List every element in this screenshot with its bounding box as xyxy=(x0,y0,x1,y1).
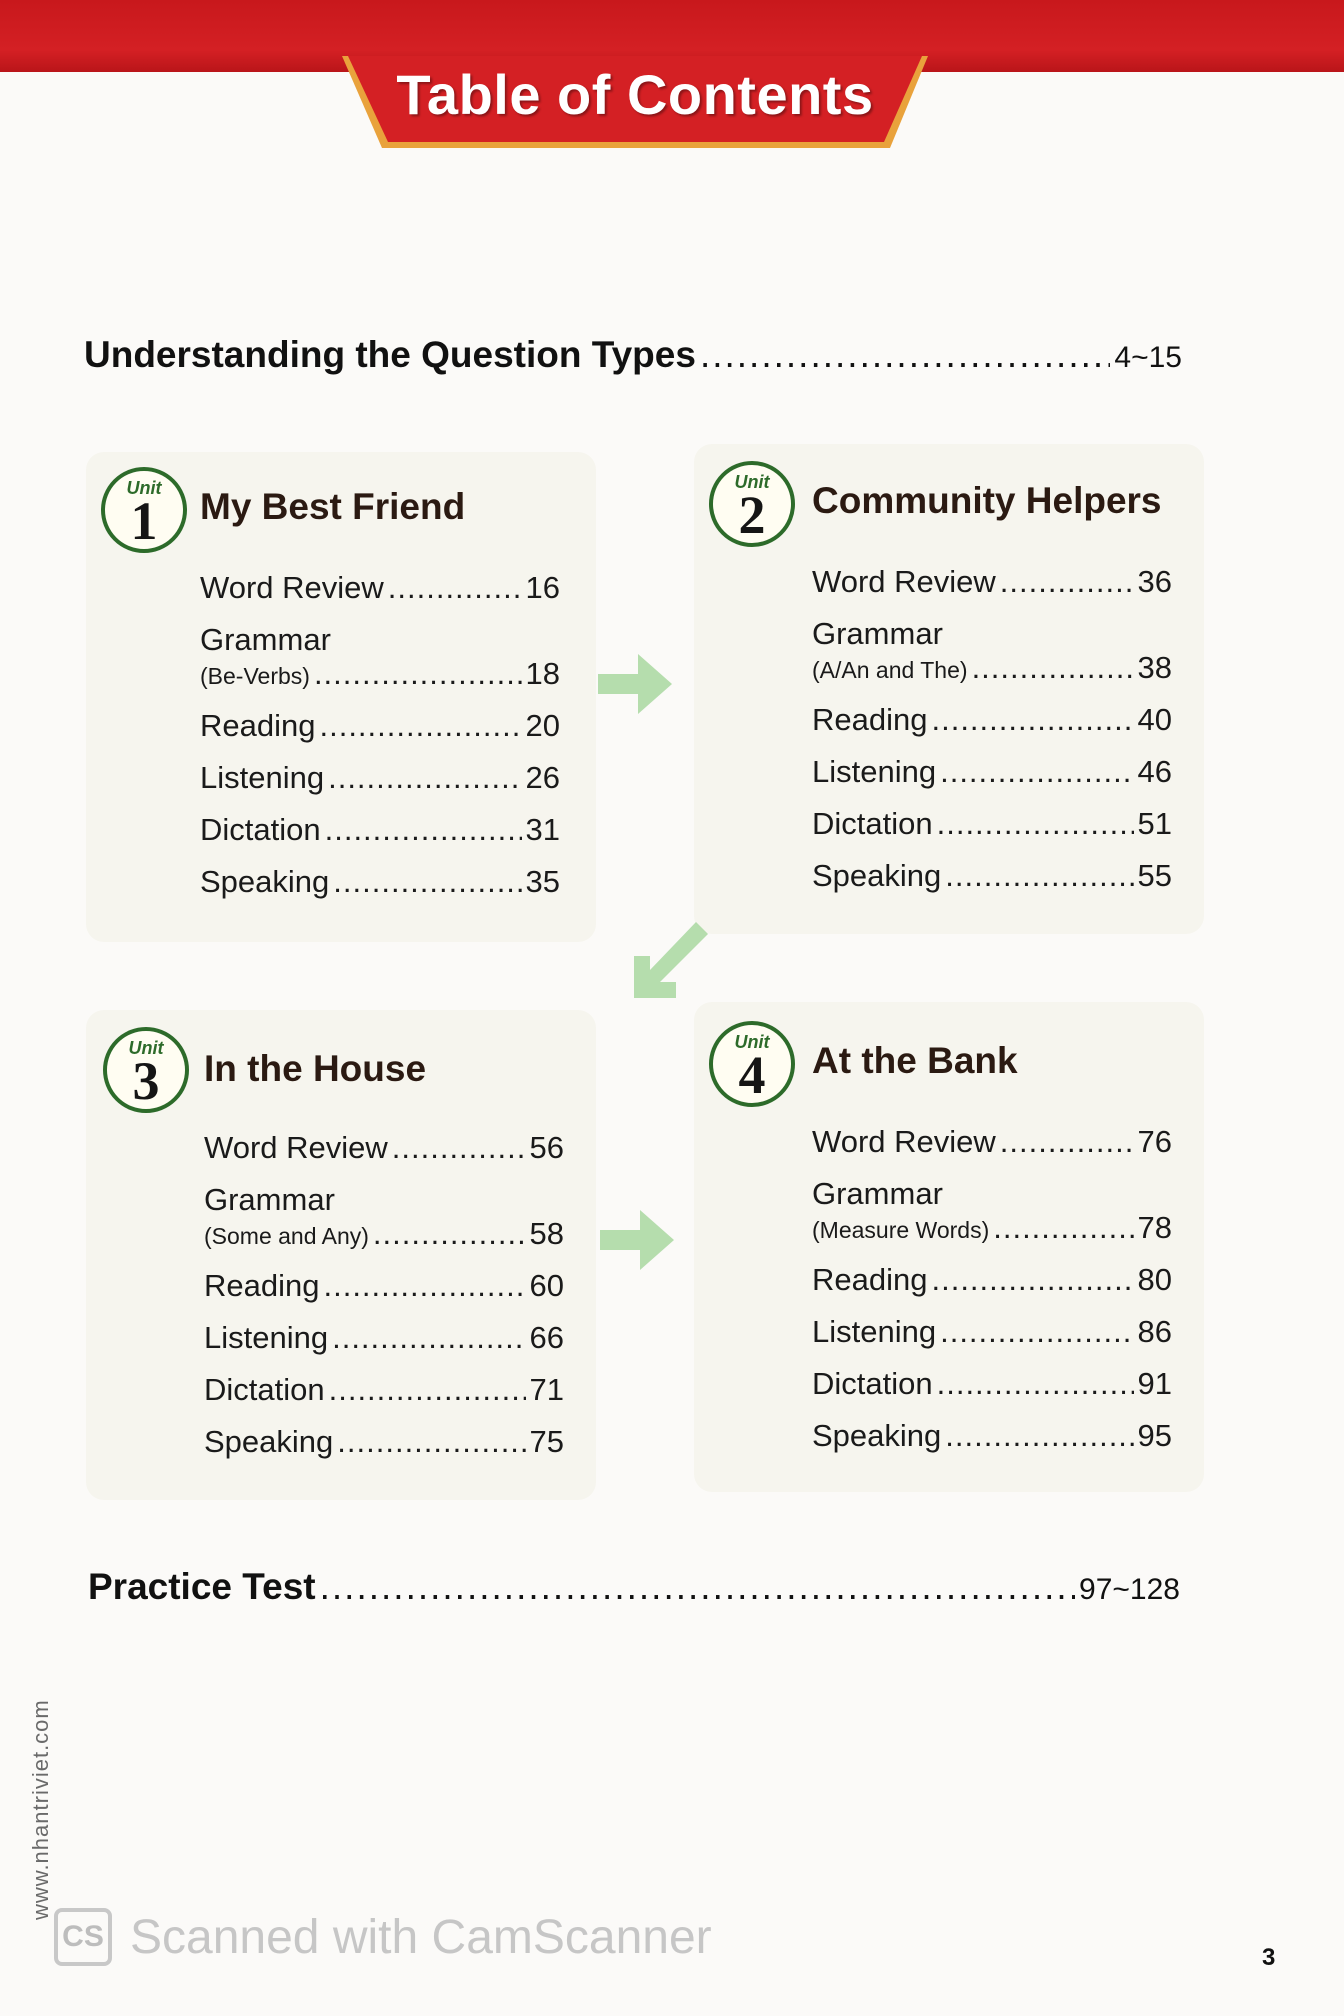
toc-entry-word-review[interactable] xyxy=(204,1130,564,1166)
entry-label: Word Review xyxy=(812,564,996,599)
side-watermark: www.nhantriviet.com xyxy=(28,1699,53,1920)
entry-page: 71 xyxy=(529,1372,564,1407)
leader-dots xyxy=(1000,1124,1134,1160)
entry-page: 56 xyxy=(529,1130,564,1165)
entry-label: Speaking xyxy=(812,1418,942,1453)
unit-title[interactable]: At the Bank xyxy=(812,1040,1018,1081)
unit-badge-icon xyxy=(102,1026,190,1114)
unit-badge-word: Unit xyxy=(734,1032,770,1052)
toc-entry-reading[interactable] xyxy=(812,702,1172,738)
toc-entry-dictation[interactable] xyxy=(812,1366,1172,1402)
leader-dots xyxy=(940,754,1133,790)
toc-entry-speaking[interactable] xyxy=(200,864,560,900)
toc-entry-reading[interactable] xyxy=(200,708,560,744)
entry-page: 40 xyxy=(1137,702,1172,737)
entry-label: Listening xyxy=(812,754,937,789)
toc-intro-label: Understanding the Question Types xyxy=(84,334,696,375)
unit-title[interactable]: Community Helpers xyxy=(812,480,1162,521)
toc-entry-word-review[interactable] xyxy=(812,564,1172,600)
entry-page: 46 xyxy=(1137,754,1172,789)
leader-dots xyxy=(320,1566,1075,1608)
entry-label: Listening xyxy=(204,1320,329,1355)
leader-dots xyxy=(325,812,522,848)
unit-badge-number: 2 xyxy=(738,485,766,545)
toc-entry-listening[interactable] xyxy=(204,1320,564,1356)
toc-intro-pages: 4~15 xyxy=(1114,341,1182,374)
camscanner-logo-icon: CS xyxy=(54,1908,112,1966)
leader-dots xyxy=(333,864,521,900)
leader-dots xyxy=(1000,564,1134,600)
entry-page: 16 xyxy=(525,570,560,605)
toc-entry-reading[interactable] xyxy=(204,1268,564,1304)
toc-entry-grammar-label: Grammar xyxy=(812,616,943,651)
leader-dots xyxy=(972,650,1134,686)
arrow-icon xyxy=(598,652,674,716)
toc-entry-grammar[interactable] xyxy=(812,1210,1172,1246)
entry-page: 76 xyxy=(1137,1124,1172,1159)
toc-entry-dictation[interactable] xyxy=(812,806,1172,842)
unit-badge-icon xyxy=(708,460,796,548)
unit-title[interactable]: My Best Friend xyxy=(200,486,466,527)
leader-dots xyxy=(931,702,1133,738)
entry-page: 86 xyxy=(1137,1314,1172,1349)
toc-entry-dictation[interactable] xyxy=(204,1372,564,1408)
leader-dots xyxy=(319,708,521,744)
unit-badge-number: 4 xyxy=(738,1045,766,1105)
toc-entry-word-review[interactable] xyxy=(200,570,560,606)
entry-page: 91 xyxy=(1137,1366,1172,1401)
entry-page: 20 xyxy=(525,708,560,743)
leader-dots xyxy=(337,1424,525,1460)
entry-page: 75 xyxy=(529,1424,564,1459)
arrow-icon xyxy=(630,920,710,1000)
entry-page: 58 xyxy=(529,1216,564,1251)
toc-practice-line[interactable] xyxy=(88,1566,1180,1608)
entry-page: 95 xyxy=(1137,1418,1172,1453)
leader-dots xyxy=(314,656,522,692)
unit-title[interactable]: In the House xyxy=(204,1048,427,1089)
unit-badge-icon xyxy=(100,466,188,554)
unit-badge-word: Unit xyxy=(128,1038,164,1058)
toc-entry-grammar[interactable] xyxy=(200,656,560,692)
leader-dots xyxy=(940,1314,1133,1350)
unit-badge-word: Unit xyxy=(734,472,770,492)
entry-label: Speaking xyxy=(812,858,942,893)
toc-entry-grammar[interactable] xyxy=(812,650,1172,686)
scanner-text: Scanned with CamScanner xyxy=(130,1910,712,1964)
title-tab xyxy=(342,56,928,150)
toc-entry-word-review[interactable] xyxy=(812,1124,1172,1160)
entry-label: Speaking xyxy=(204,1424,334,1459)
leader-dots xyxy=(993,1210,1133,1246)
entry-page: 36 xyxy=(1137,564,1172,599)
leader-dots xyxy=(392,1130,526,1166)
leader-dots xyxy=(931,1262,1133,1298)
leader-dots xyxy=(700,334,1110,376)
leader-dots xyxy=(388,570,522,606)
entry-page: 60 xyxy=(529,1268,564,1303)
toc-practice-pages: 97~128 xyxy=(1079,1573,1180,1606)
entry-label: Word Review xyxy=(812,1124,996,1159)
leader-dots xyxy=(323,1268,525,1304)
toc-practice-label: Practice Test xyxy=(88,1566,316,1607)
entry-page: 26 xyxy=(525,760,560,795)
unit-badge-number: 3 xyxy=(132,1051,160,1111)
leader-dots xyxy=(945,1418,1133,1454)
toc-intro-line[interactable] xyxy=(84,334,1182,376)
leader-dots xyxy=(332,1320,525,1356)
entry-sub-label: (Be-Verbs) xyxy=(200,663,310,689)
entry-label: Word Review xyxy=(204,1130,388,1165)
entry-page: 55 xyxy=(1137,858,1172,893)
page-number: 3 xyxy=(1262,1944,1276,1971)
entry-label: Reading xyxy=(204,1268,320,1303)
entry-label: Reading xyxy=(812,702,928,737)
arrow-icon xyxy=(600,1208,676,1272)
entry-label: Dictation xyxy=(200,812,321,847)
unit-badge-icon xyxy=(708,1020,796,1108)
entry-label: Dictation xyxy=(812,1366,933,1401)
page-title: Table of Contents xyxy=(396,63,874,126)
scanner-watermark xyxy=(54,1908,712,1966)
toc-entry-speaking[interactable] xyxy=(204,1424,564,1460)
entry-sub-label: (Some and Any) xyxy=(204,1223,369,1249)
entry-page: 80 xyxy=(1137,1262,1172,1297)
entry-sub-label: (A/An and The) xyxy=(812,657,968,683)
entry-label: Reading xyxy=(200,708,316,743)
entry-label: Listening xyxy=(200,760,325,795)
leader-dots xyxy=(329,1372,526,1408)
toc-entry-reading[interactable] xyxy=(812,1262,1172,1298)
toc-entry-grammar-label: Grammar xyxy=(204,1182,335,1217)
entry-sub-label: (Measure Words) xyxy=(812,1217,990,1243)
toc-entry-grammar-label: Grammar xyxy=(812,1176,943,1211)
entry-page: 18 xyxy=(525,656,560,691)
leader-dots xyxy=(937,806,1134,842)
entry-label: Dictation xyxy=(812,806,933,841)
entry-page: 66 xyxy=(529,1320,564,1355)
toc-entry-listening[interactable] xyxy=(812,754,1172,790)
toc-entry-dictation[interactable] xyxy=(200,812,560,848)
unit-badge-word: Unit xyxy=(126,478,162,498)
toc-entry-speaking[interactable] xyxy=(812,858,1172,894)
entry-label: Reading xyxy=(812,1262,928,1297)
toc-entry-speaking[interactable] xyxy=(812,1418,1172,1454)
leader-dots xyxy=(937,1366,1134,1402)
unit-badge-number: 1 xyxy=(130,491,158,551)
entry-label: Word Review xyxy=(200,570,384,605)
entry-page: 35 xyxy=(525,864,560,899)
entry-page: 51 xyxy=(1137,806,1172,841)
entry-page: 31 xyxy=(525,812,560,847)
leader-dots xyxy=(328,760,521,796)
toc-entry-grammar-label: Grammar xyxy=(200,622,331,657)
entry-label: Listening xyxy=(812,1314,937,1349)
leader-dots xyxy=(945,858,1133,894)
entry-page: 38 xyxy=(1137,650,1172,685)
entry-label: Speaking xyxy=(200,864,330,899)
leader-dots xyxy=(373,1216,526,1252)
entry-page: 78 xyxy=(1137,1210,1172,1245)
toc-entry-listening[interactable] xyxy=(812,1314,1172,1350)
toc-entry-grammar[interactable] xyxy=(204,1216,564,1252)
entry-label: Dictation xyxy=(204,1372,325,1407)
toc-entry-listening[interactable] xyxy=(200,760,560,796)
